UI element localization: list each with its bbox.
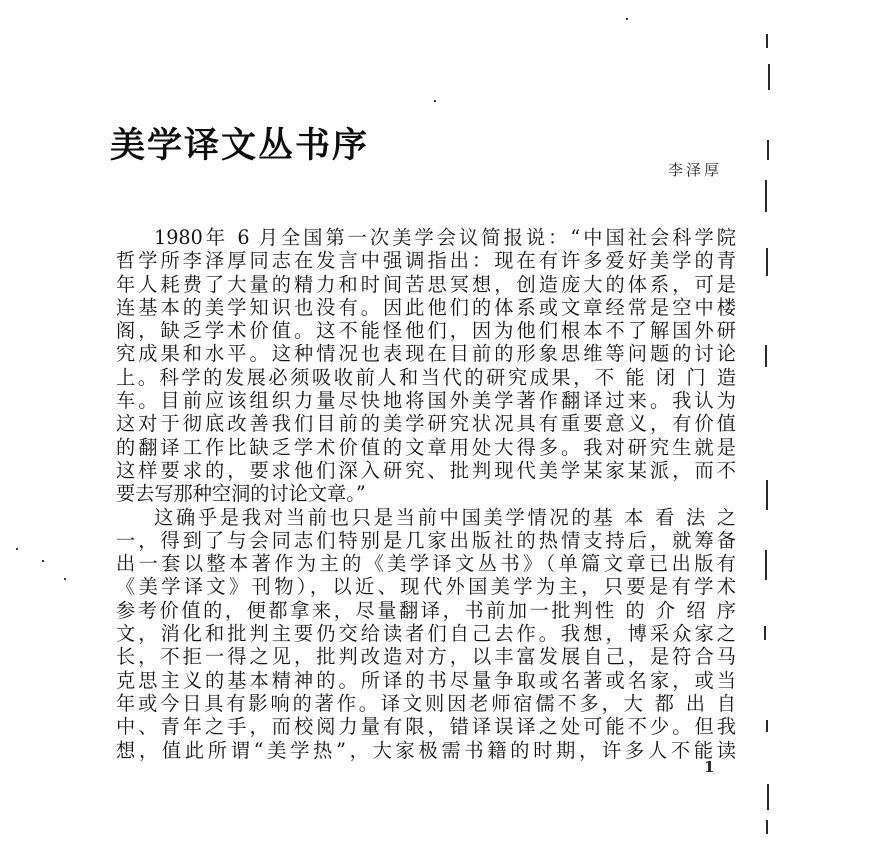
author-name: 李泽厚 [668, 161, 723, 179]
scan-mark [764, 626, 766, 640]
scan-dot [434, 100, 436, 102]
text-line: 车。目前应该组织力量尽快地将国外美学著作翻译过来。我认为 [116, 389, 736, 413]
text-line: 的翻译工作比缺乏学术价值的文章用处大得多。我对研究生就是 [116, 435, 736, 459]
scan-mark [766, 820, 768, 834]
text-line: 1980年 6 月全国第一次美学会议简报说：“中国社会科学院 [154, 226, 736, 249]
text-line: 究成果和水平。这种情况也表现在目前的形象思维等问题的讨论 [116, 342, 736, 366]
text-line: 想，值此所谓“美学热”，大家极需书籍的时期，许多人不能读 [116, 738, 736, 762]
text-line: 这样要求的，要求他们深入研究、批判现代美学某家某派，而不 [116, 458, 736, 482]
scan-dot [16, 548, 18, 550]
body-text [116, 226, 736, 762]
scan-dot [626, 18, 628, 20]
text-line: 上。科学的发展必须吸收前人和当代的研究成果，不 能 闭 门 造 [116, 365, 736, 389]
scan-mark [765, 550, 767, 580]
scan-dot [42, 560, 44, 562]
text-line: 《美学译文》刊物），以近、现代外国美学为主，只要是有学术 [116, 575, 736, 599]
scan-mark [765, 345, 767, 367]
text-line: 年或今日具有影响的著作。译文则因老师宿儒不多，大 都 出 自 [116, 691, 736, 715]
page-number: 1 [704, 758, 715, 776]
scan-mark [767, 784, 769, 810]
paragraph [116, 506, 736, 762]
text-line: 连基本的美学知识也没有。因此他们的体系或文章经常是空中楼 [116, 295, 736, 319]
text-line: 参考价值的，便都拿来，尽量翻译，书前加一批判性 的 介 绍 序 [116, 598, 736, 622]
scan-mark [765, 180, 767, 212]
scan-mark [767, 140, 769, 160]
scan-mark [766, 480, 768, 510]
scan-mark [766, 34, 768, 48]
page-title: 美学译文丛书序 [110, 125, 370, 166]
scan-mark [766, 248, 768, 276]
text-line: 阁，缺乏学术价值。这不能怪他们，因为他们根本不了解国外研 [116, 319, 736, 343]
text-line: 中、青年之手，而校阅力量有限，错译误译之处可能不少。但我 [116, 715, 736, 739]
paragraph [116, 226, 736, 506]
scan-mark [768, 64, 770, 90]
text-line: 出一套以整本著作为主的《美学译文丛书》（单篇文章已出版有 [116, 552, 736, 576]
text-line: 这对于彻底改善我们目前的美学研究状况具有重要意义，有价值 [116, 412, 736, 436]
text-line: 哲学所李泽厚同志在发言中强调指出：现在有许多爱好美学的青 [116, 249, 736, 273]
scan-mark [766, 720, 768, 732]
text-line: 年人耗费了大量的精力和时间苦思冥想，创造庞大的体系，可是 [116, 272, 736, 296]
text-line: 要去写那种空洞的讨论文章。” [116, 482, 366, 506]
text-line: 文，消化和批判主要仍交给读者们自己去作。我想，博采众家之 [116, 622, 736, 646]
text-line: 一，得到了与会同志们特别是几家出版社的热情支持后，就筹备 [116, 528, 736, 552]
text-line: 克思主义的基本精神的。所译的书尽量争取或名著或名家，或当 [116, 668, 736, 692]
text-line: 这确乎是我对当前也只是当前中国美学情况的基 本 看 法 之 [154, 505, 736, 529]
text-line: 长，不拒一得之见，批判改造对方，以丰富发展自己，是符合马 [116, 645, 736, 669]
scan-dot [64, 578, 66, 580]
